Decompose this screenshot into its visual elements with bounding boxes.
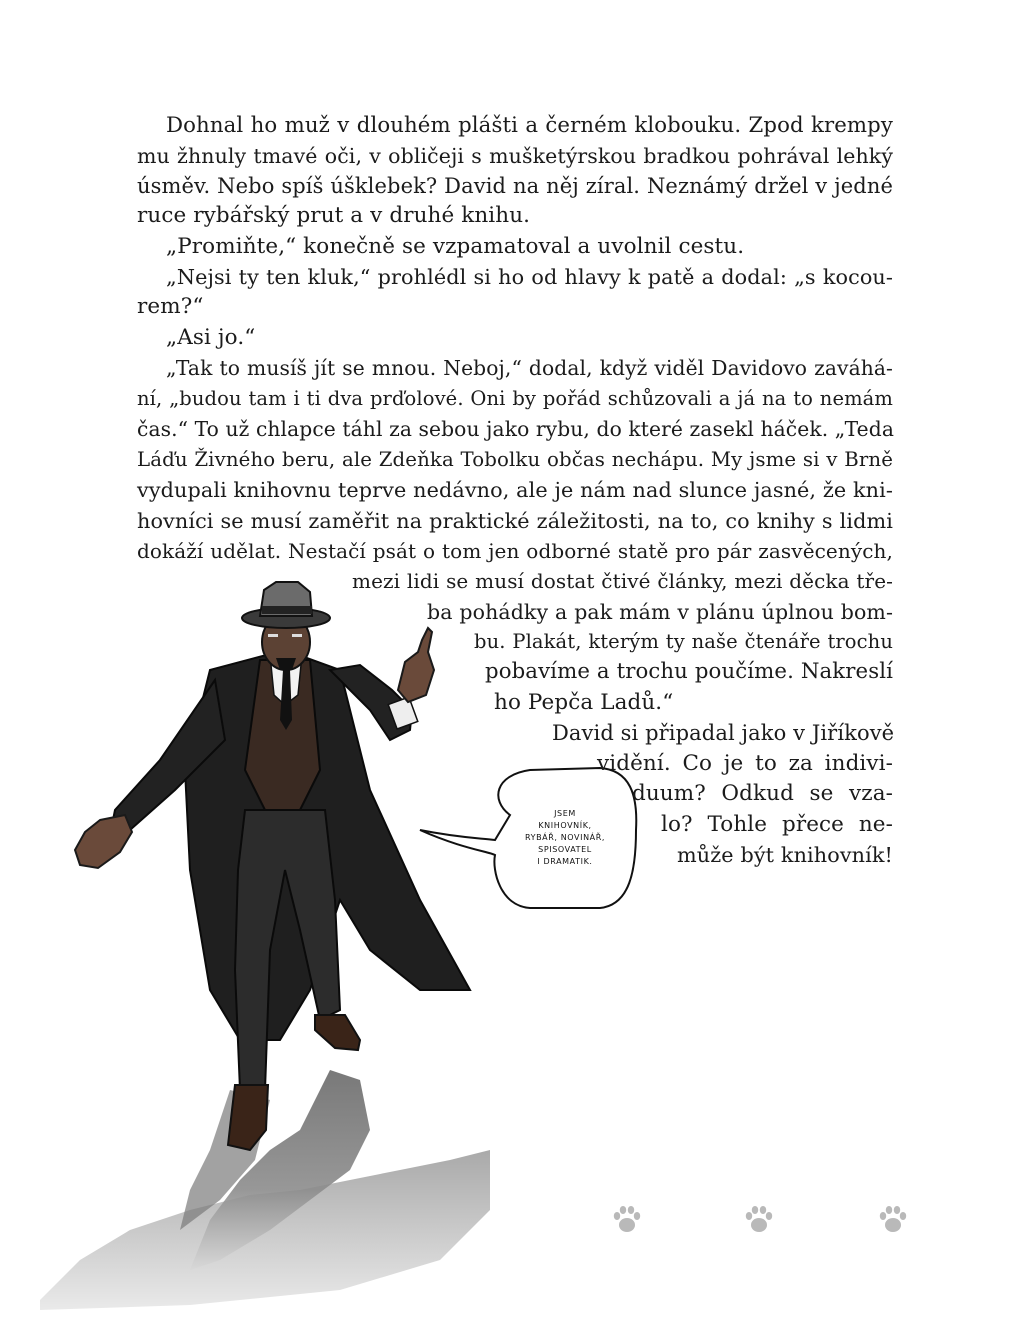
paw-print-icon [610, 1203, 644, 1237]
text-line: rem?“ [137, 294, 204, 319]
text-line: „Promiňte,“ konečně se vzpamatoval a uvolnil cestu. [166, 234, 745, 259]
text-line: lo? Tohle přece ne- [661, 812, 893, 837]
bubble-line: KNIHOVNÍK, [538, 821, 592, 830]
bubble-line: I DRAMATIK. [537, 857, 593, 866]
text-line: ruce rybářský prut a v druhé knihu. [137, 203, 531, 228]
text-line: mezi lidi se musí dostat čtivé články, mezi děcka tře- [352, 569, 893, 593]
text-line: „Nejsi ty ten kluk,“ prohlédl si ho od hlavy k patě a dodal: „s kocou- [166, 265, 893, 289]
text-line: úsměv. Nebo spíš úšklebek? David na něj zíral. Neznámý držel v jedné [137, 174, 893, 198]
text-line: Dohnal ho muž v dlouhém plášti a černém klobouku. Zpod krempy [166, 113, 893, 138]
bubble-line: RYBÁŘ, NOVINÁŘ, [524, 833, 606, 842]
paw-print-icon [876, 1203, 910, 1237]
text-line: pobavíme a trochu poučíme. Nakreslí [485, 659, 893, 684]
text-line: bu. Plakát, kterým ty naše čtenáře trochu [474, 630, 893, 653]
text-line: vydupali knihovnu teprve nedávno, ale je nám nad slunce jasné, že kni- [137, 478, 893, 502]
text-line: dokáží udělat. Nestačí psát o tom jen odborné statě pro pár zasvěcených, [137, 539, 893, 563]
text-line: duum? Odkud se vza- [632, 781, 893, 806]
text-line: vidění. Co je to za indivi- [597, 751, 893, 776]
text-line: ho Pepča Ladů.“ [494, 690, 674, 715]
text-line: „Tak to musíš jít se mnou. Neboj,“ dodal, když viděl Davidovo zaváhá- [166, 356, 893, 380]
text-line: ba pohádky a pak mám v plánu úplnou bom- [427, 600, 893, 624]
text-line: Láďu Živného beru, ale Zdeňka Tobolku občas nechápu. My jsme si v Brně [137, 448, 893, 471]
bubble-line: JSEM [554, 809, 576, 818]
text-line: mu žhnuly tmavé oči, v obličeji s mušketýrskou bradkou pohrával lehký [137, 144, 893, 168]
bubble-line: SPISOVATEL [538, 845, 592, 854]
text-line: může být knihovník! [677, 843, 893, 867]
speech-bubble-text [495, 808, 635, 908]
text-line: čas.“ To už chlapce táhl za sebou jako rybu, do které zasekl háček. „Teda [137, 417, 894, 441]
text-line: David si připadal jako v Jiříkově [552, 721, 895, 745]
text-line: ní, „budou tam i ti dva prďolové. Oni by pořád schůzovali a já na to nemám [137, 387, 893, 410]
text-line: hovníci se musí zaměřit na praktické záležitosti, na to, co knihy s lidmi [137, 509, 893, 533]
text-line: „Asi jo.“ [166, 325, 256, 350]
paw-print-icon [742, 1203, 776, 1237]
